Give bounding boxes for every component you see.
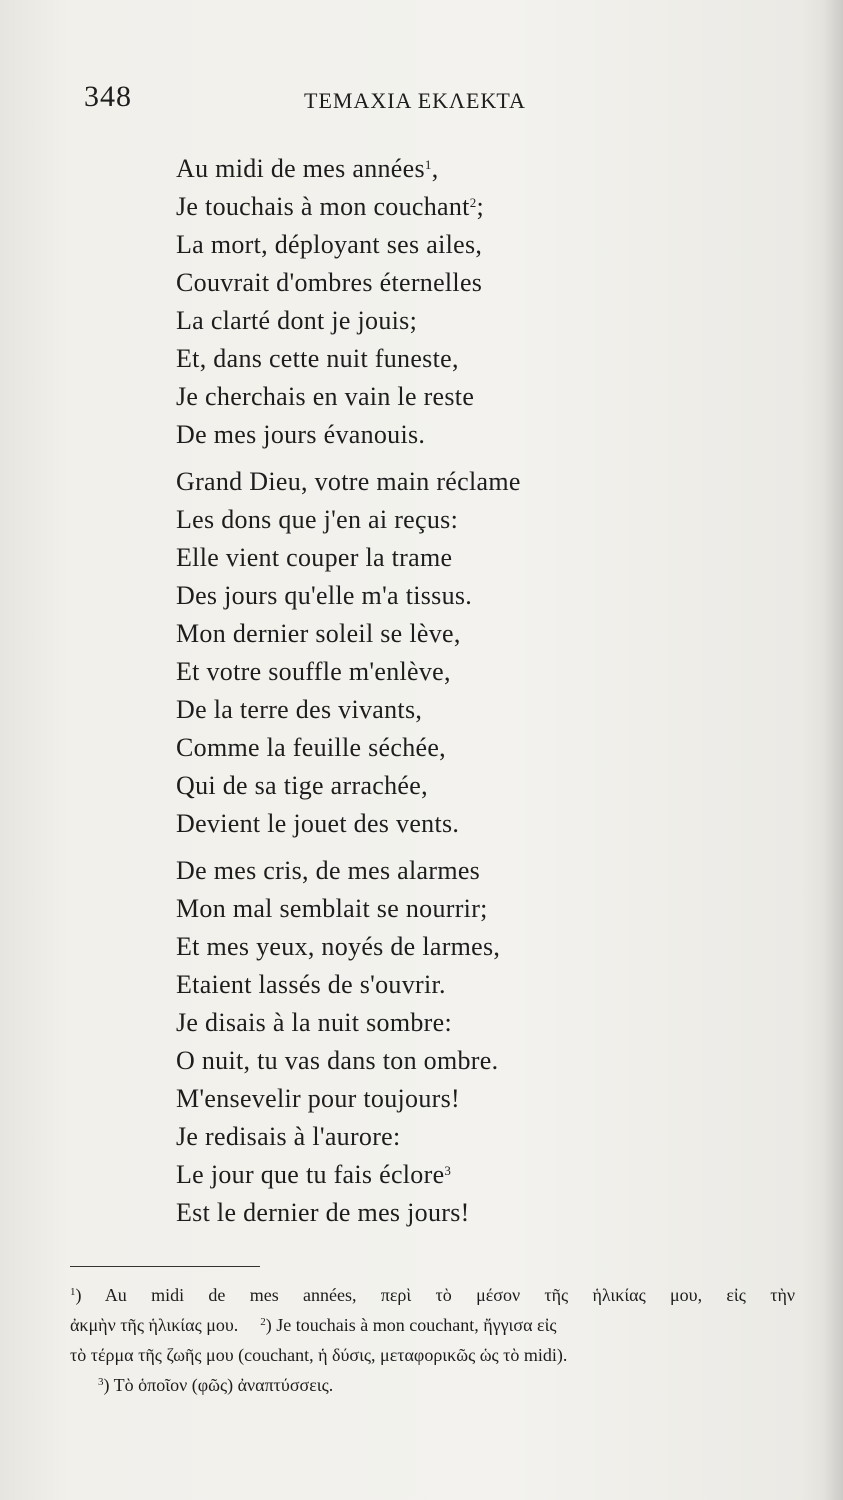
verse-text: Elle vient couper la trame: [176, 543, 453, 572]
verse-line: [176, 463, 696, 501]
verse-line: [176, 852, 696, 890]
verse-line: [176, 539, 696, 577]
verse-line: [176, 302, 696, 340]
verse-punctuation: ,: [431, 154, 439, 183]
footnote-1-mark: 1: [70, 1286, 76, 1298]
page-edge-shadow: [823, 0, 843, 1500]
footnote-1-text-cont: ἀκμὴν τῆς ἡλικίας μου.: [70, 1315, 239, 1335]
verse-line: [176, 416, 696, 454]
footnote-rule: [70, 1266, 260, 1267]
footnote-1: $^1$) Au midi de mes années, περὶ τὸ μέσον τῆς ἡλικίας μου, εἰς τὴν: [70, 1285, 795, 1305]
verse-text: Je disais à la nuit sombre:: [176, 1008, 452, 1037]
verse-text: Qui de sa tige arrachée,: [176, 771, 428, 800]
verse-line: [176, 226, 696, 264]
footnote-3: $^3$) Τὸ ὁποῖον (φῶς) ἀναπτύσσεις.: [98, 1375, 334, 1395]
verse-line: [176, 1194, 696, 1232]
page-header: [84, 80, 584, 120]
verse-line: [176, 615, 696, 653]
verse-line: [176, 729, 696, 767]
footnote-2-text: Je touchais à mon couchant, ἤγγισα εἰς: [276, 1315, 557, 1335]
verse-line: [176, 691, 696, 729]
verse-line: [176, 577, 696, 615]
footnote-3-mark: 3: [98, 1376, 104, 1388]
footnote-1-text: Au midi de mes années, περὶ τὸ μέσον τῆς ἡλικίας μου, εἰς τὴν: [104, 1285, 795, 1305]
verse-text: Devient le jouet des vents.: [176, 809, 460, 838]
verse-line: [176, 1080, 696, 1118]
verse-text: Etaient lassés de s'ouvrir.: [176, 970, 446, 999]
verse-text: Je redisais à l'aurore:: [176, 1122, 401, 1151]
footnote-1-continued: ἀκμὴν τῆς ἡλικίας μου. $^2$) Je touchais à mon couchant, ἤγγισα εἰς: [70, 1315, 557, 1335]
footnote-2-mark: 2: [260, 1316, 266, 1328]
stanza: [176, 852, 696, 1232]
verse-text: Je touchais à mon couchant: [176, 192, 470, 221]
verse-line: [176, 928, 696, 966]
verse-text: O nuit, tu vas dans ton ombre.: [176, 1046, 499, 1075]
verse-text: De mes cris, de mes alarmes: [176, 856, 481, 885]
verse-text: Je cherchais en vain le reste: [176, 382, 475, 411]
verse-line: [176, 264, 696, 302]
verse-text: De la terre des vivants,: [176, 695, 423, 724]
verse-text: Le jour que tu fais éclore: [176, 1160, 445, 1189]
verse-text: Et mes yeux, noyés de larmes,: [176, 932, 501, 961]
running-title: ΤΕΜΑΧΙΑ ΕΚΛΕΚΤΑ: [304, 88, 526, 113]
verse-line: [176, 378, 696, 416]
verse-text: La clarté dont je jouis;: [176, 306, 418, 335]
verse-line: [176, 340, 696, 378]
verse-text: Au midi de mes années: [176, 154, 425, 183]
verse-text: Mon mal semblait se nourrir;: [176, 894, 488, 923]
verse-text: La mort, déployant ses ailes,: [176, 230, 483, 259]
verse-text: Mon dernier soleil se lève,: [176, 619, 461, 648]
verse-text: Et votre souffle m'enlève,: [176, 657, 451, 686]
footnote-3-text: Τὸ ὁποῖον (φῶς) ἀναπτύσσεις.: [113, 1375, 334, 1395]
verse-line: [176, 1118, 696, 1156]
verse-text: De mes jours évanouis.: [176, 420, 426, 449]
verse-line: [176, 1004, 696, 1042]
page-number: 348: [84, 80, 132, 113]
verse-text: Et, dans cette nuit funeste,: [176, 344, 459, 373]
stanza: [176, 150, 696, 454]
verse-text: Couvrait d'ombres éternelles: [176, 268, 483, 297]
verse-text: M'ensevelir pour toujours!: [176, 1084, 460, 1113]
footnote-2-text-cont: τὸ τέρμα τῆς ζωῆς μου (couchant, ἡ δύσις, μεταφορικῶς ὡς τὸ midi).: [70, 1345, 568, 1365]
footnote-reference: 3: [444, 1163, 452, 1178]
verse-punctuation: ;: [476, 192, 485, 221]
verse-text: Grand Dieu, votre main réclame: [176, 467, 521, 496]
verse-line: [176, 1156, 696, 1194]
verse-line: [176, 653, 696, 691]
stanza: [176, 463, 696, 843]
verse-text: Des jours qu'elle m'a tissus.: [176, 581, 473, 610]
verse-line: [176, 501, 696, 539]
footnote-reference: 1: [424, 157, 432, 172]
verse-line: [176, 890, 696, 928]
verse-text: Est le dernier de mes jours!: [176, 1198, 470, 1227]
verse-text: Les dons que j'en ai reçus:: [176, 505, 459, 534]
verse-text: Comme la feuille séchée,: [176, 733, 446, 762]
verse-line: [176, 966, 696, 1004]
verse-line: [176, 188, 696, 226]
poem: [176, 150, 696, 1241]
footnote-reference: 2: [469, 195, 477, 210]
footnote-2-continued: [70, 1340, 795, 1370]
verse-line: [176, 805, 696, 843]
footnotes: [70, 1280, 795, 1400]
verse-line: [176, 1042, 696, 1080]
verse-line: [176, 767, 696, 805]
verse-line: [176, 150, 696, 188]
